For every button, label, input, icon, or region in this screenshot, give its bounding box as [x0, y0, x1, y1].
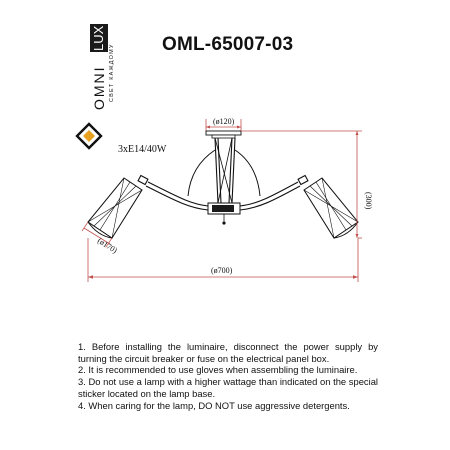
instructions-list — [78, 341, 378, 411]
shade-dimension — [82, 222, 119, 255]
canopy-dimension-label: (ø120) — [213, 117, 235, 126]
instruction-item: 3. Do not use a lamp with a higher wattage than indicated on the special sticker located on the lamp base. — [78, 376, 378, 399]
brand-tagline: СВЕТ КАЖДОМУ — [109, 43, 115, 103]
brand-name-lux: LUX — [91, 25, 106, 51]
canopy-dimension — [206, 117, 241, 131]
canopy — [206, 131, 241, 138]
right-shade — [304, 178, 358, 238]
right-arm — [240, 175, 308, 210]
lamp-frame — [215, 138, 235, 203]
brand-name-omni: OMNI — [91, 65, 107, 111]
shade-dimension-label: (ø170) — [95, 236, 119, 255]
left-shade — [88, 178, 142, 238]
instruction-item: 2. It is recommended to use gloves when assembling the luminaire. — [78, 364, 358, 376]
width-dimension-label: (ø700) — [211, 266, 233, 275]
instruction-item: 4. When caring for the lamp, DO NOT use aggressive detergents. — [78, 399, 350, 411]
model-code: OML-65007-03 — [162, 34, 294, 55]
lamp-spec: 3xE14/40W — [118, 144, 167, 155]
instruction-item: 1. Before installing the luminaire, disconnect the power supply by turning the circuit breaker or fuse on the electrical panel box. — [78, 341, 378, 364]
height-dimension — [241, 131, 373, 238]
left-arm — [138, 175, 208, 210]
height-dimension-label: (300) — [364, 192, 373, 210]
central-hub — [208, 203, 240, 225]
width-dimension — [88, 238, 358, 282]
